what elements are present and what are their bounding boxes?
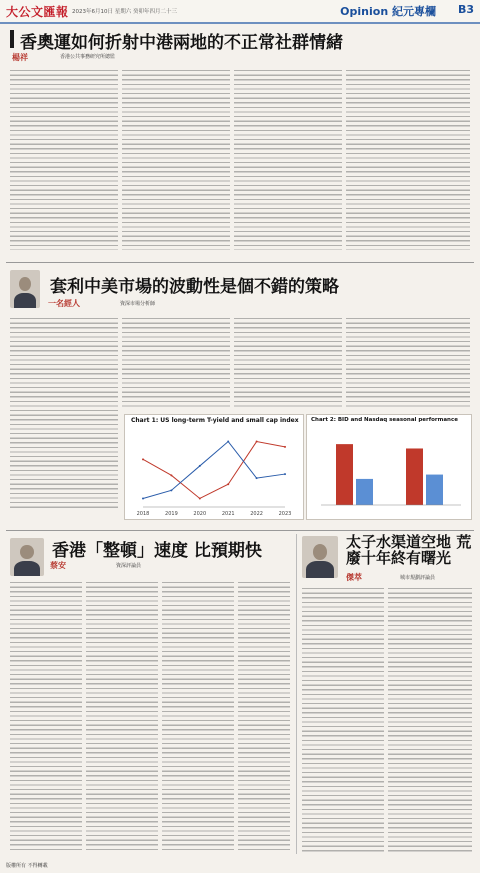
article3-col1 — [10, 582, 82, 852]
chart1-point — [170, 489, 172, 491]
chart2-bar — [356, 479, 373, 505]
issue-date: 2023年6月10日 星期六 癸卯年四月二十三 — [72, 9, 177, 15]
chart1-tick-label: 2020 — [193, 511, 207, 517]
article1-col2 — [122, 70, 230, 250]
author-photo — [302, 536, 338, 578]
chart1-series-line — [143, 442, 285, 499]
chart2-title: Chart 2: BID and Nasdaq seasonal performance — [311, 417, 458, 423]
article1-author: 楊祥 — [12, 53, 28, 62]
chart2-bar — [426, 475, 443, 505]
article3-col2 — [86, 582, 158, 852]
chart1-point — [142, 497, 144, 499]
chart1-point — [170, 474, 172, 476]
chart1-tick-label: 2021 — [221, 511, 235, 517]
chart2-bar — [406, 448, 423, 505]
chart1-point — [284, 446, 286, 448]
chart1-title: Chart 1: US long-term T-yield and small cap index — [131, 417, 299, 424]
article2-author: 一名經人 — [48, 299, 80, 308]
article1-col3 — [234, 70, 342, 250]
article2-col3 — [234, 318, 342, 408]
article4-author: 傑萃 — [346, 573, 362, 582]
chart1-tick-label: 2019 — [165, 511, 178, 517]
chart1-point — [284, 473, 286, 475]
article4-title: 太子水渠道空地 荒廢十年終有曙光 — [346, 533, 472, 567]
author-photo — [10, 270, 40, 308]
article3-author: 蔡安 — [50, 561, 66, 570]
chart2-box — [306, 414, 472, 520]
article3-col3 — [162, 582, 234, 852]
author-photo — [10, 538, 44, 576]
chart1-tick-label: 2018 — [136, 511, 150, 517]
article1-col4 — [346, 70, 470, 250]
article1-col1 — [10, 70, 118, 250]
article2-title: 套利中美市場的波動性是個不錯的策略 — [50, 277, 339, 297]
article3-col4 — [238, 582, 290, 852]
article2-col4 — [346, 318, 470, 408]
chart1-point — [227, 483, 229, 485]
title-bar — [10, 30, 14, 48]
chart1-point — [199, 497, 201, 499]
article2-col2 — [122, 318, 230, 408]
newspaper-logo: 大公文匯報 — [6, 5, 69, 19]
masthead — [0, 0, 480, 24]
article1-bio: 香港公共事務研究所總監 — [60, 54, 116, 60]
chart2-bar — [336, 444, 353, 505]
chart1-point — [199, 465, 201, 467]
article1-title: 香奧運如何折射中港兩地的不正常社群情緒 — [20, 33, 343, 53]
chart1-tick-label: 2022 — [250, 511, 263, 517]
page-footer: 版權所有 不得轉載 — [6, 863, 48, 869]
chart2-svg — [307, 427, 471, 517]
divider — [6, 262, 474, 263]
section-name: Opinion 紀元專欄 — [340, 5, 436, 18]
article4-col1 — [302, 588, 384, 852]
chart1-tick-label: 2023 — [278, 511, 292, 517]
chart1-box — [124, 414, 304, 520]
article4-bio: 城市規劃評論員 — [400, 575, 436, 581]
chart1-series-line — [143, 442, 285, 499]
article4-col2 — [388, 588, 472, 852]
chart1-point — [256, 477, 258, 479]
article3-title: 香港「整頓」速度 比預期快 — [52, 541, 262, 561]
chart1-point — [142, 458, 144, 460]
article3-bio: 資深評論員 — [116, 563, 142, 569]
chart1-point — [256, 441, 258, 443]
article2-bio: 資深市場分析師 — [120, 301, 156, 307]
divider — [6, 530, 474, 531]
column-divider — [296, 534, 297, 854]
page-number: B3 — [457, 3, 474, 16]
chart1-svg — [125, 427, 303, 517]
article2-col1 — [10, 318, 118, 508]
chart1-point — [227, 441, 229, 443]
